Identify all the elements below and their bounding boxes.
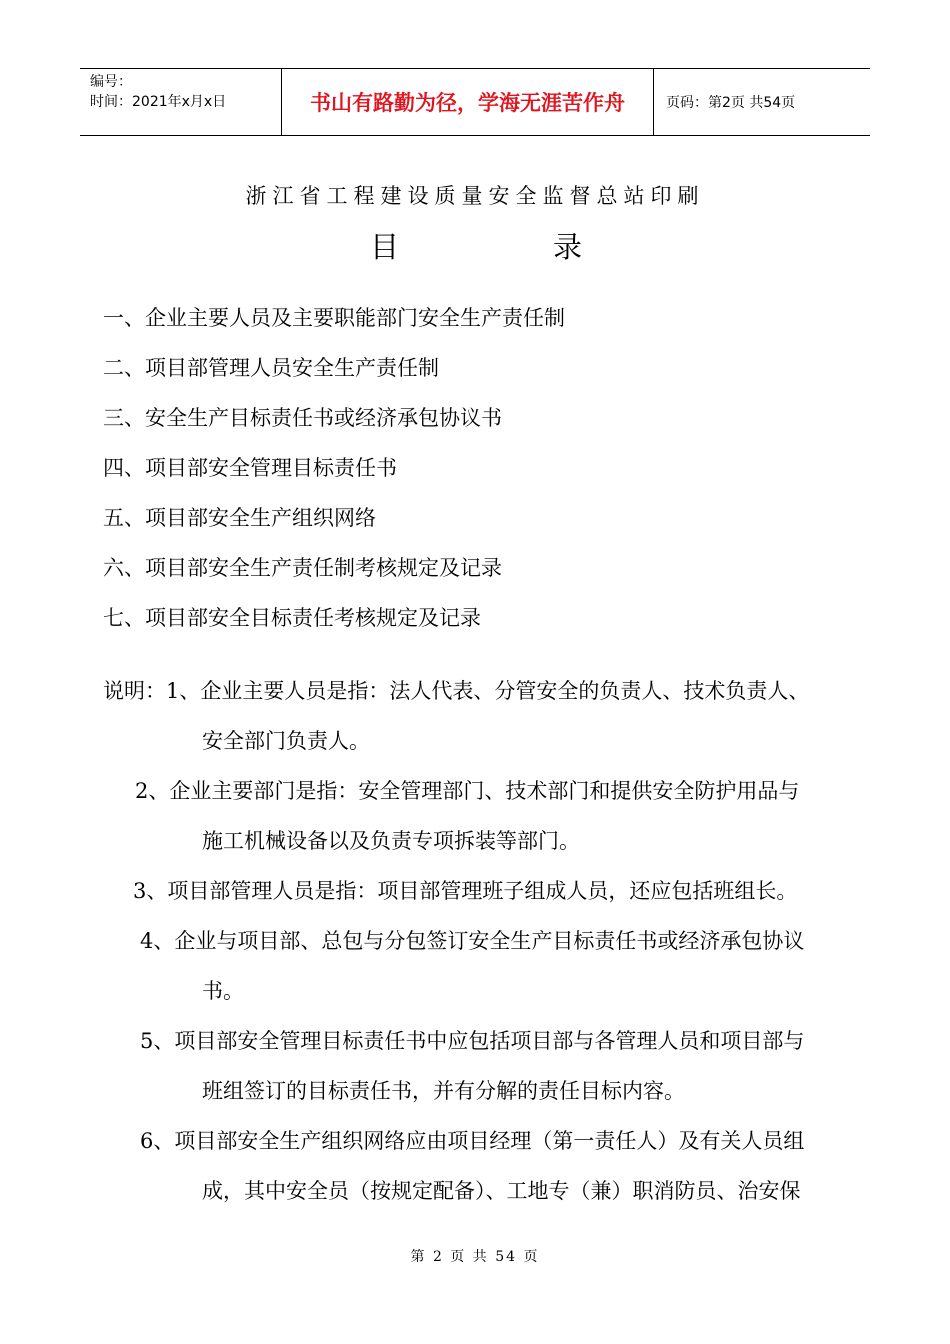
toc-item: 一、企业主要人员及主要职能部门安全生产责任制 <box>103 306 565 330</box>
toc-item: 三、安全生产目标责任书或经济承包协议书 <box>103 406 502 430</box>
header-meta-cell <box>80 69 282 135</box>
toc-item: 五、项目部安全生产组织网络 <box>103 506 376 530</box>
toc-heading <box>0 225 950 265</box>
note-line: 6、项目部安全生产组织网络应由项目经理（第一责任人）及有关人员组 <box>140 1129 805 1153</box>
page-footer: 第 2 页 共 54 页 <box>410 1249 540 1265</box>
toc-item: 四、项目部安全管理目标责任书 <box>103 456 397 480</box>
table-of-contents <box>103 300 565 650</box>
note-line: 施工机械设备以及负责专项拆装等部门。 <box>202 829 580 853</box>
note-line: 书。 <box>202 979 244 1003</box>
note-line: 安全部门负责人。 <box>202 729 370 753</box>
note-line: 3、项目部管理人员是指：项目部管理班子组成人员，还应包括班组长。 <box>133 879 798 903</box>
document-number-label: 编号： <box>90 74 132 90</box>
header-motto: 书山有路勤为径，学海无涯苦作舟 <box>282 69 654 135</box>
toc-heading-char-2: 录 <box>553 230 583 264</box>
toc-heading-char-1: 目 <box>370 230 400 264</box>
note-line: 2、企业主要部门是指：安全管理部门、技术部门和提供安全防护用品与 <box>135 779 800 803</box>
toc-item: 六、项目部安全生产责任制考核规定及记录 <box>103 556 502 580</box>
header-page-info: 页码：第2页 共54页 <box>666 95 796 111</box>
note-line: 班组签订的目标责任书，并有分解的责任目标内容。 <box>202 1079 685 1103</box>
document-time-label: 时间：2021年x月x日 <box>90 94 227 110</box>
toc-item: 二、项目部管理人员安全生产责任制 <box>103 356 439 380</box>
header-table <box>80 68 870 136</box>
toc-item: 七、项目部安全目标责任考核规定及记录 <box>103 606 481 630</box>
note-line: 4、企业与项目部、总包与分包签订安全生产目标责任书或经济承包协议 <box>140 929 805 953</box>
note-line: 说明：1、企业主要人员是指：法人代表、分管安全的负责人、技术负责人、 <box>103 679 810 703</box>
note-line: 成，其中安全员（按规定配备）、工地专（兼）职消防员、治安保 <box>202 1179 801 1203</box>
organization-title: 浙江省工程建设质量安全监督总站印刷 <box>245 184 705 208</box>
note-line: 5、项目部安全管理目标责任书中应包括项目部与各管理人员和项目部与 <box>140 1029 805 1053</box>
